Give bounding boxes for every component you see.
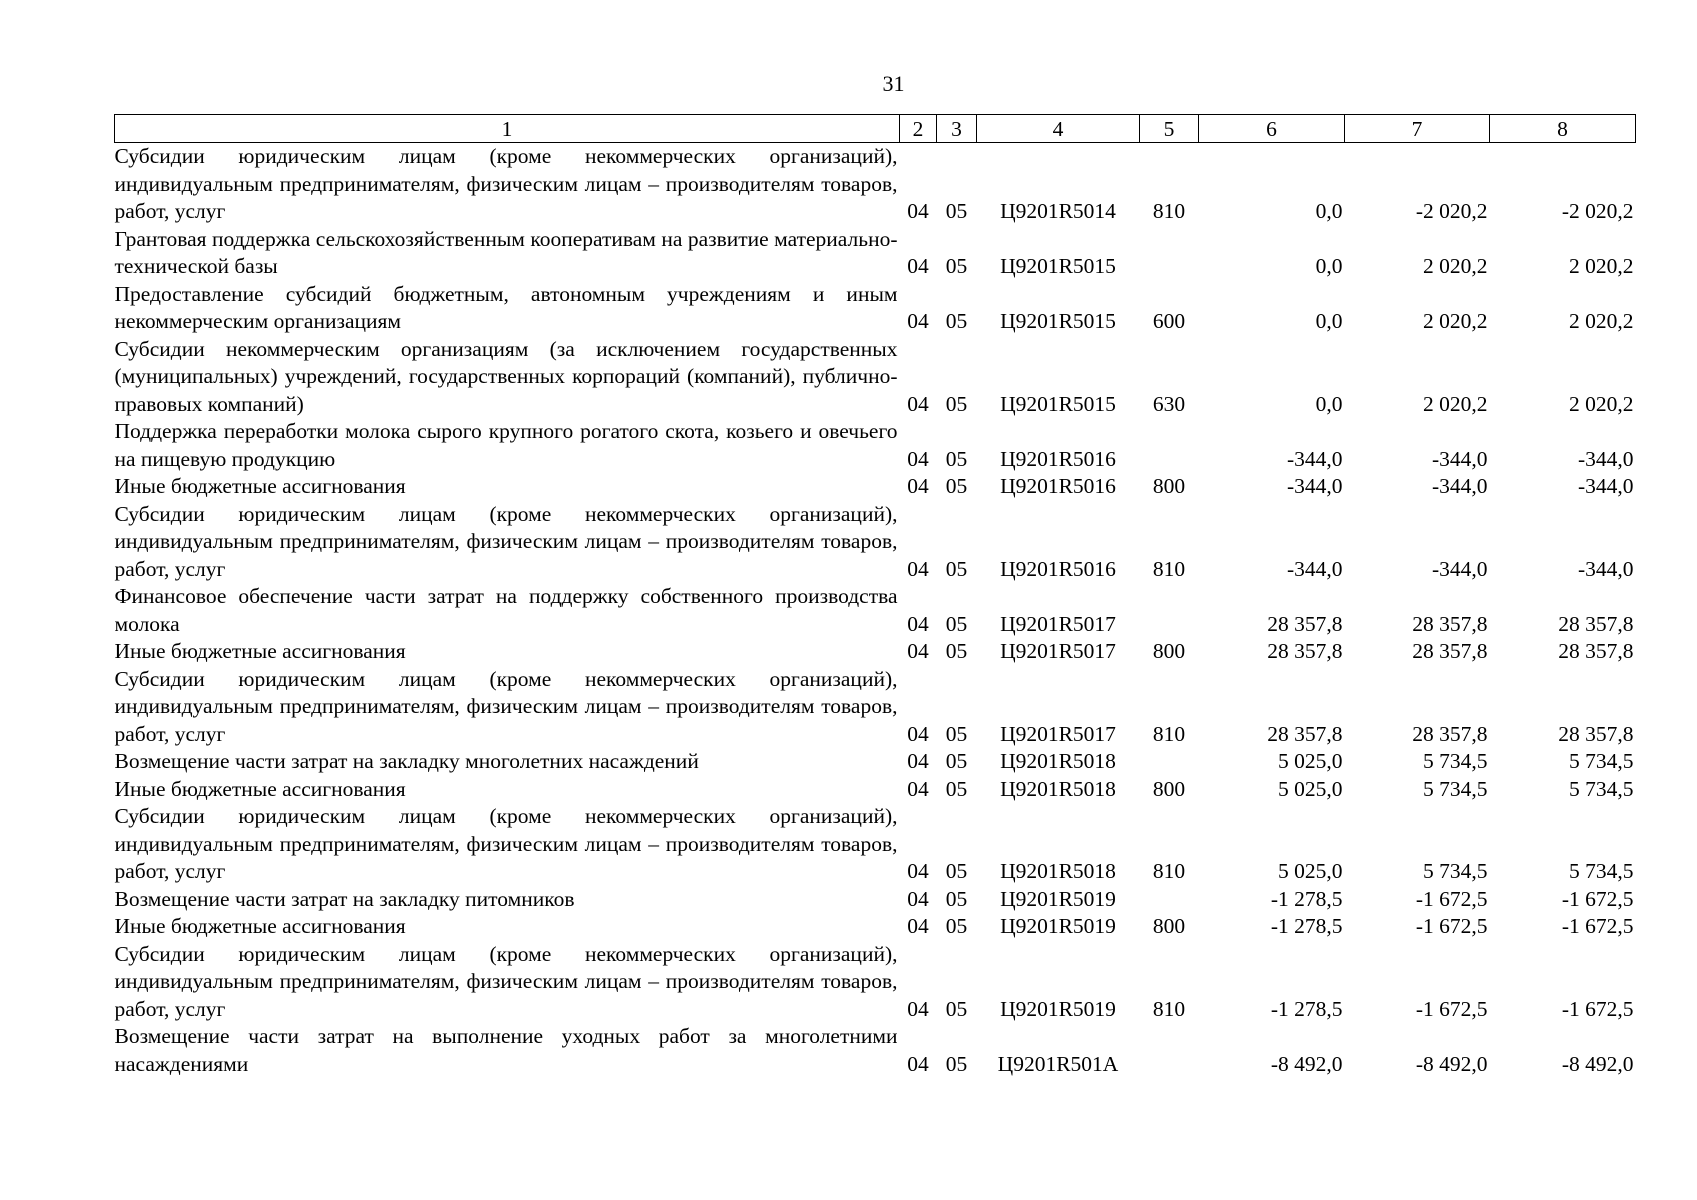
- amount-col-6: -344,0: [1286, 474, 1343, 498]
- table-row: [115, 638, 1636, 666]
- amount-col-6: -1 278,5: [1270, 996, 1343, 1021]
- expense-type-code: 810: [1152, 556, 1186, 581]
- table-row: [115, 886, 1636, 914]
- target-article-code: Ц9201R5017: [1000, 721, 1116, 746]
- expense-name: Возмещение части затрат на закладку многолетних насаждений: [114, 749, 699, 773]
- section-code: 04: [907, 996, 929, 1021]
- amount-col-7: 2 020,2: [1423, 309, 1488, 333]
- subsection-code: 05: [945, 639, 968, 663]
- target-article-code: Ц9201R5017: [1000, 639, 1116, 663]
- expense-type-code: 600: [1152, 309, 1186, 333]
- amount-col-7: -8 492,0: [1415, 1051, 1488, 1076]
- subsection-code: 05: [945, 309, 968, 333]
- expense-type-code: 630: [1152, 391, 1186, 416]
- expense-name: Субсидии юридическим лицам (кроме некоммерческих организаций), индивидуальным предпринимателям, физическим лицам – производителям товаров, работ, услуг: [114, 501, 898, 581]
- amount-col-6: -1 278,5: [1270, 886, 1343, 911]
- expense-type-code: 810: [1152, 199, 1186, 223]
- target-article-code: Ц9201R5015: [1000, 391, 1116, 416]
- target-article-code: Ц9201R5014: [1000, 199, 1116, 223]
- section-code: 04: [907, 309, 929, 333]
- subsection-code: 05: [945, 749, 968, 773]
- expense-name: Предоставление субсидий бюджетным, автономным учреждениям и иным некоммерческим организациям: [114, 281, 898, 333]
- subsection-code: 05: [945, 886, 968, 911]
- section-code: 04: [907, 639, 929, 663]
- section-code: 04: [907, 254, 929, 278]
- amount-col-6: 5 025,0: [1278, 859, 1343, 883]
- target-article-code: Ц9201R5018: [1000, 749, 1116, 773]
- column-header: 6: [1199, 115, 1345, 143]
- section-code: 04: [907, 721, 929, 746]
- amount-col-8: 2 020,2: [1569, 254, 1634, 278]
- expense-type-code: [1140, 1023, 1199, 1078]
- table-row: [115, 583, 1636, 638]
- table-row: [115, 941, 1636, 1024]
- target-article-code: Ц9201R5015: [1000, 309, 1116, 333]
- expense-name: Иные бюджетные ассигнования: [114, 639, 406, 663]
- subsection-code: 05: [945, 254, 968, 278]
- section-code: 04: [907, 859, 929, 883]
- expense-type-code: 800: [1152, 776, 1186, 801]
- amount-col-8: 28 357,8: [1558, 639, 1634, 663]
- section-code: 04: [907, 1051, 929, 1076]
- column-header: 7: [1345, 115, 1490, 143]
- amount-col-8: -8 492,0: [1561, 1051, 1634, 1076]
- table-row: [115, 501, 1636, 584]
- expense-name: Субсидии юридическим лицам (кроме некоммерческих организаций), индивидуальным предпринимателям, физическим лицам – производителям товаров, работ, услуг: [114, 941, 898, 1021]
- expense-name: Возмещение части затрат на выполнение уходных работ за многолетними насаждениями: [114, 1024, 898, 1076]
- amount-col-6: -8 492,0: [1270, 1051, 1343, 1076]
- amount-col-8: -344,0: [1577, 474, 1634, 498]
- amount-col-6: 0,0: [1315, 391, 1343, 416]
- amount-col-7: -1 672,5: [1415, 996, 1488, 1021]
- subsection-code: 05: [945, 199, 968, 223]
- amount-col-6: 0,0: [1315, 199, 1343, 223]
- amount-col-8: -2 020,2: [1561, 199, 1634, 223]
- amount-col-7: 5 734,5: [1423, 776, 1488, 801]
- table-row: [115, 776, 1636, 804]
- amount-col-6: -344,0: [1286, 446, 1343, 471]
- expense-type-code: 800: [1152, 639, 1186, 663]
- table-row: [115, 473, 1636, 501]
- amount-col-7: 2 020,2: [1423, 254, 1488, 278]
- section-code: 04: [907, 886, 929, 911]
- column-header: 5: [1140, 115, 1199, 143]
- target-article-code: Ц9201R5018: [1000, 859, 1116, 883]
- target-article-code: Ц9201R5018: [1000, 776, 1116, 801]
- amount-col-8: -1 672,5: [1561, 914, 1634, 938]
- target-article-code: Ц9201R5016: [1000, 474, 1116, 498]
- subsection-code: 05: [945, 391, 968, 416]
- expense-type-code: 800: [1152, 474, 1186, 498]
- table-row: [115, 336, 1636, 419]
- amount-col-7: -1 672,5: [1415, 914, 1488, 938]
- table-row: [115, 226, 1636, 281]
- table-row: [115, 748, 1636, 776]
- amount-col-8: 28 357,8: [1558, 721, 1634, 746]
- section-code: 04: [907, 611, 929, 636]
- section-code: 04: [907, 446, 929, 471]
- amount-col-6: 5 025,0: [1278, 776, 1343, 801]
- expense-type-code: 810: [1152, 721, 1186, 746]
- section-code: 04: [907, 474, 929, 498]
- target-article-code: Ц9201R5019: [1000, 996, 1116, 1021]
- expense-type-code: [1140, 886, 1199, 914]
- amount-col-7: 28 357,8: [1412, 639, 1488, 663]
- amount-col-8: 5 734,5: [1569, 776, 1634, 801]
- table-row: [115, 418, 1636, 473]
- amount-col-8: 2 020,2: [1569, 309, 1634, 333]
- table-row: [115, 1023, 1636, 1078]
- expense-name: Субсидии некоммерческим организациям (за исключением государственных (муниципальных) учреждений, государственных корпораций (компаний), публично-правовых компаний): [114, 336, 898, 416]
- subsection-code: 05: [945, 914, 968, 938]
- target-article-code: Ц9201R5019: [1000, 914, 1116, 938]
- amount-col-6: -1 278,5: [1270, 914, 1343, 938]
- subsection-code: 05: [945, 556, 968, 581]
- column-number-header: [115, 115, 1636, 143]
- expense-name: Иные бюджетные ассигнования: [114, 474, 406, 498]
- expense-type-code: [1140, 583, 1199, 638]
- expense-type-code: [1140, 418, 1199, 473]
- amount-col-6: 5 025,0: [1278, 749, 1343, 773]
- subsection-code: 05: [945, 611, 968, 636]
- target-article-code: Ц9201R5015: [1000, 254, 1116, 278]
- amount-col-7: -2 020,2: [1415, 199, 1488, 223]
- column-header: 1: [115, 115, 900, 143]
- amount-col-6: 28 357,8: [1267, 721, 1343, 746]
- table-row: [115, 913, 1636, 941]
- amount-col-7: -344,0: [1431, 556, 1488, 581]
- amount-col-8: -1 672,5: [1561, 996, 1634, 1021]
- page-number: 31: [882, 71, 905, 96]
- section-code: 04: [907, 749, 929, 773]
- table-row: [115, 666, 1636, 749]
- target-article-code: Ц9201R5017: [1000, 611, 1116, 636]
- expense-type-code: [1140, 748, 1199, 776]
- amount-col-8: 5 734,5: [1569, 749, 1634, 773]
- section-code: 04: [907, 556, 929, 581]
- expense-type-code: 810: [1152, 859, 1186, 883]
- subsection-code: 05: [945, 776, 968, 801]
- table-row: [115, 143, 1636, 226]
- section-code: 04: [907, 199, 929, 223]
- amount-col-6: 0,0: [1315, 254, 1343, 278]
- amount-col-8: -344,0: [1577, 556, 1634, 581]
- expense-name: Субсидии юридическим лицам (кроме некоммерческих организаций), индивидуальным предпринимателям, физическим лицам – производителям товаров, работ, услуг: [114, 144, 898, 223]
- target-article-code: Ц9201R5016: [1000, 556, 1116, 581]
- amount-col-7: -344,0: [1431, 474, 1488, 498]
- section-code: 04: [907, 391, 929, 416]
- expense-name: Финансовое обеспечение части затрат на поддержку собственного производства молока: [114, 584, 898, 636]
- amount-col-7: 5 734,5: [1423, 859, 1488, 883]
- amount-col-6: 0,0: [1315, 309, 1343, 333]
- column-header: 4: [977, 115, 1140, 143]
- expense-type-code: [1140, 226, 1199, 281]
- budget-table: [114, 114, 1636, 1078]
- section-code: 04: [907, 914, 929, 938]
- column-header: 3: [937, 115, 977, 143]
- amount-col-6: 28 357,8: [1267, 639, 1343, 663]
- target-article-code: Ц9201R501А: [997, 1051, 1119, 1076]
- amount-col-7: -1 672,5: [1415, 886, 1488, 911]
- amount-col-7: 28 357,8: [1412, 611, 1488, 636]
- subsection-code: 05: [945, 721, 968, 746]
- amount-col-7: 2 020,2: [1423, 391, 1488, 416]
- amount-col-8: 5 734,5: [1569, 859, 1634, 883]
- amount-col-7: 5 734,5: [1423, 749, 1488, 773]
- expense-name: Грантовая поддержка сельскохозяйственным кооперативам на развитие материально-технической базы: [114, 226, 898, 278]
- amount-col-8: -344,0: [1577, 446, 1634, 471]
- subsection-code: 05: [945, 446, 968, 471]
- column-header: 2: [900, 115, 937, 143]
- expense-name: Поддержка переработки молока сырого крупного рогатого скота, козьего и овечьего на пищевую продукцию: [114, 419, 898, 471]
- amount-col-8: -1 672,5: [1561, 886, 1634, 911]
- expense-name: Субсидии юридическим лицам (кроме некоммерческих организаций), индивидуальным предпринимателям, физическим лицам – производителям товаров, работ, услуг: [114, 804, 898, 883]
- table-row: [115, 803, 1636, 886]
- table-row: [115, 281, 1636, 336]
- column-header: 8: [1490, 115, 1636, 143]
- expense-name: Возмещение части затрат на закладку питомников: [114, 886, 575, 911]
- expense-name: Субсидии юридическим лицам (кроме некоммерческих организаций), индивидуальным предпринимателям, физическим лицам – производителям товаров, работ, услуг: [114, 666, 898, 746]
- subsection-code: 05: [945, 1051, 968, 1076]
- amount-col-7: -344,0: [1431, 446, 1488, 471]
- section-code: 04: [907, 776, 929, 801]
- amount-col-6: 28 357,8: [1267, 611, 1343, 636]
- expense-name: Иные бюджетные ассигнования: [114, 776, 406, 801]
- expense-type-code: 810: [1152, 996, 1186, 1021]
- table-body: [115, 143, 1636, 1079]
- subsection-code: 05: [945, 859, 968, 883]
- expense-name: Иные бюджетные ассигнования: [114, 914, 406, 938]
- amount-col-6: -344,0: [1286, 556, 1343, 581]
- amount-col-8: 2 020,2: [1569, 391, 1634, 416]
- subsection-code: 05: [945, 996, 968, 1021]
- target-article-code: Ц9201R5019: [1000, 886, 1116, 911]
- amount-col-7: 28 357,8: [1412, 721, 1488, 746]
- expense-type-code: 800: [1152, 914, 1186, 938]
- target-article-code: Ц9201R5016: [1000, 446, 1116, 471]
- subsection-code: 05: [945, 474, 968, 498]
- amount-col-8: 28 357,8: [1558, 611, 1634, 636]
